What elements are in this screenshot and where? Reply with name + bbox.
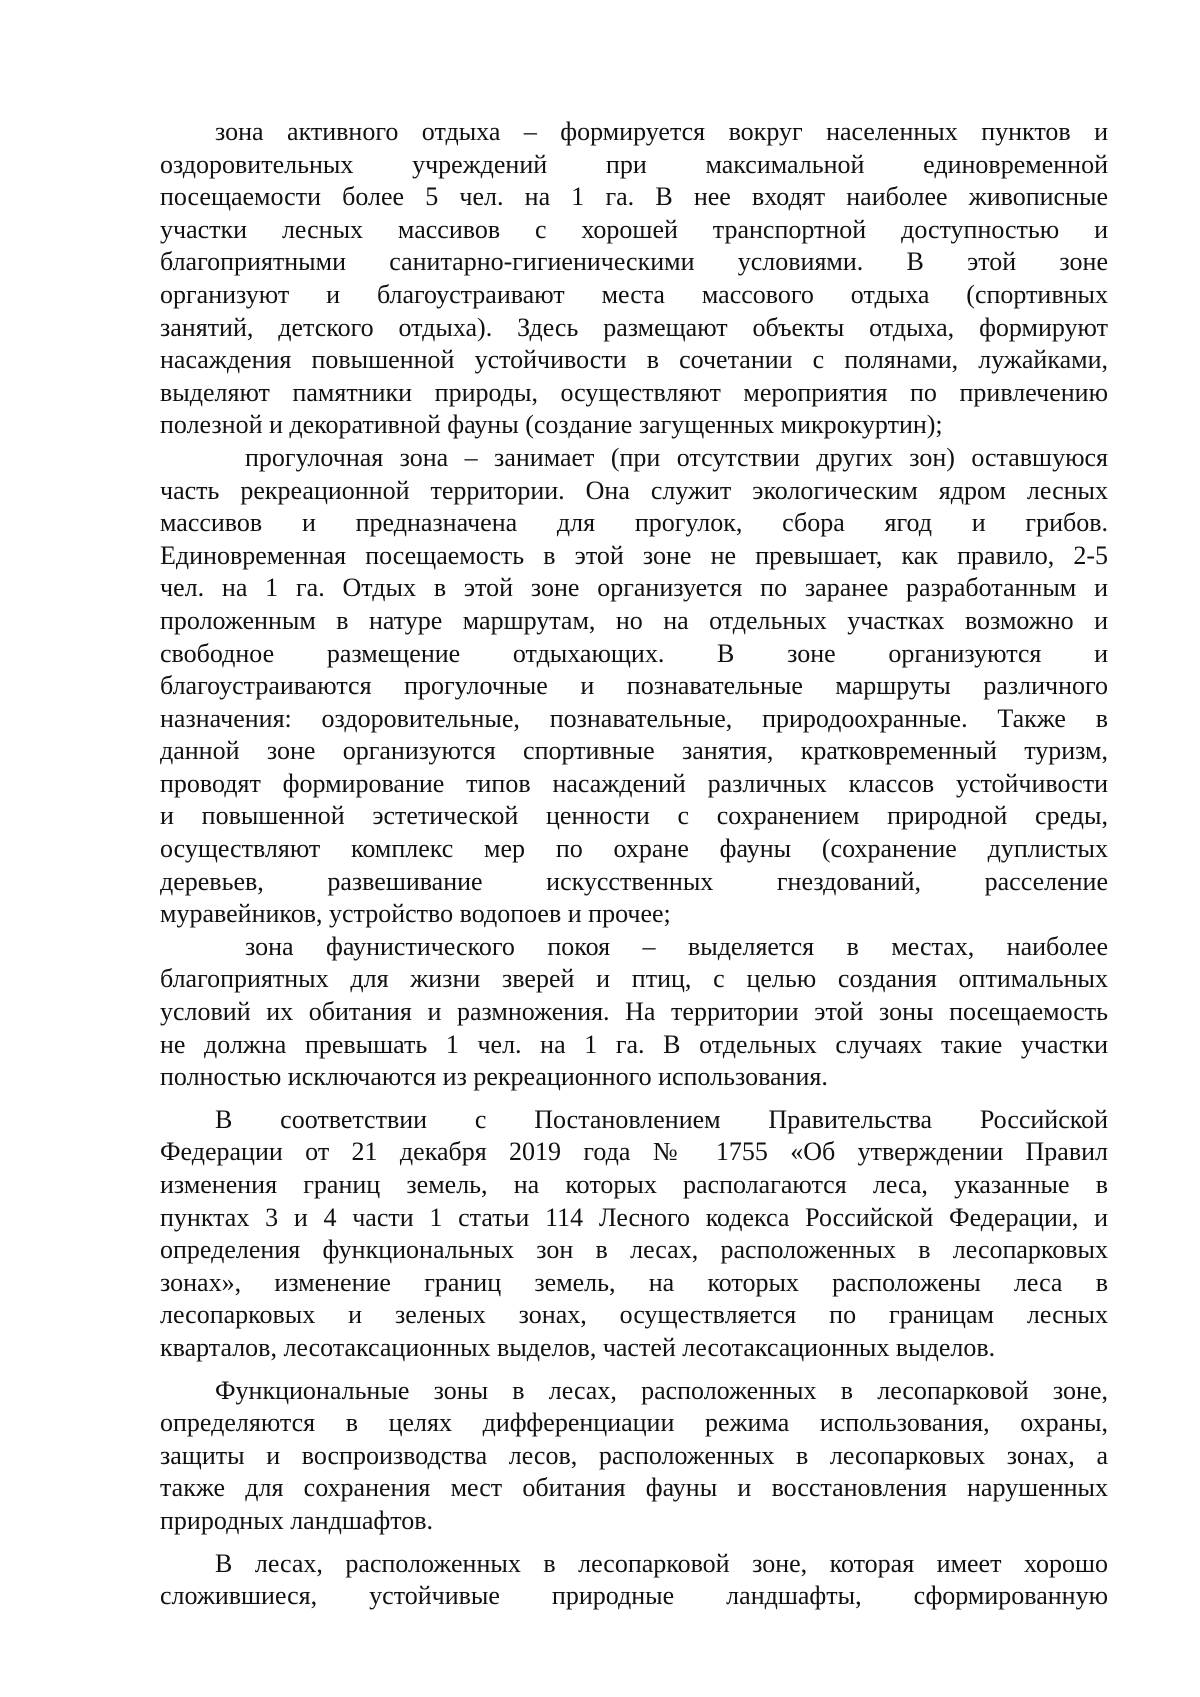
text-line: свободное размещение отдыхающих. В зоне организуются и bbox=[160, 638, 1108, 668]
text-line: Единовременная посещаемость в этой зоне не превышает, как правило, 2-5 bbox=[160, 540, 1108, 570]
paragraph bbox=[160, 116, 1108, 442]
text-line: также для сохранения мест обитания фауны и восстановления нарушенных bbox=[160, 1473, 1108, 1503]
text-line: насаждения повышенной устойчивости в сочетании с полянами, лужайками, bbox=[160, 345, 1108, 375]
text-line: благоприятными санитарно-гигиеническими условиями. В этой зоне bbox=[160, 247, 1108, 277]
text-line: В лесах, расположенных в лесопарковой зоне, которая имеет хорошо bbox=[215, 1548, 1108, 1578]
text-line: условий их обитания и размножения. На территории этой зоны посещаемость bbox=[160, 997, 1108, 1027]
text-line: природных ландшафтов. bbox=[160, 1505, 434, 1535]
text-line: защиты и воспроизводства лесов, расположенных в лесопарковых зонах, а bbox=[160, 1440, 1108, 1470]
text-line: кварталов, лесотаксационных выделов, частей лесотаксационных выделов. bbox=[160, 1332, 996, 1362]
text-line: зонах», изменение границ земель, на которых расположены леса в bbox=[160, 1267, 1108, 1297]
text-line: лесопарковых и зеленых зонах, осуществляется по границам лесных bbox=[160, 1300, 1108, 1330]
text-line: определяются в целях дифференциации режима использования, охраны, bbox=[160, 1408, 1108, 1438]
text-line: и повышенной эстетической ценности с сохранением природной среды, bbox=[160, 801, 1108, 831]
paragraph bbox=[160, 1104, 1108, 1365]
text-line: В соответствии с Постановлением Правительства Российской bbox=[215, 1104, 1108, 1134]
text-line: оздоровительных учреждений при максимальной единовременной bbox=[160, 149, 1108, 179]
text-line: определения функциональных зон в лесах, расположенных в лесопарковых bbox=[160, 1235, 1108, 1265]
text-line: зона фаунистического покоя – выделяется в местах, наиболее bbox=[245, 931, 1108, 961]
document-body bbox=[160, 116, 1108, 1613]
text-line: Функциональные зоны в лесах, расположенных в лесопарковой зоне, bbox=[215, 1375, 1108, 1405]
text-line: проложенным в натуре маршрутам, но на отдельных участках возможно и bbox=[160, 605, 1108, 635]
text-line: полезной и декоративной фауны (создание загущенных микрокуртин); bbox=[160, 410, 943, 440]
text-line: часть рекреационной территории. Она служит экологическим ядром лесных bbox=[160, 475, 1108, 505]
text-line: занятий, детского отдыха). Здесь размещают объекты отдыха, формируют bbox=[160, 312, 1108, 342]
text-line: проводят формирование типов насаждений различных классов устойчивости bbox=[160, 768, 1108, 798]
text-line: изменения границ земель, на которых располагаются леса, указанные в bbox=[160, 1170, 1108, 1199]
text-line: организуют и благоустраивают места массового отдыха (спортивных bbox=[160, 279, 1108, 309]
text-line: полностью исключаются из рекреационного использования. bbox=[160, 1062, 828, 1092]
paragraph bbox=[160, 1548, 1108, 1613]
text-line: благоустраиваются прогулочные и познавательные маршруты различного bbox=[160, 671, 1108, 701]
paragraph bbox=[160, 442, 1108, 931]
text-line: благоприятных для жизни зверей и птиц, с целью создания оптимальных bbox=[160, 964, 1108, 994]
text-line: деревьев, развешивание искусственных гнездований, расселение bbox=[160, 866, 1108, 896]
text-line: муравейников, устройство водопоев и прочее; bbox=[160, 899, 671, 929]
text-line: участки лесных массивов с хорошей транспортной доступностью и bbox=[160, 214, 1108, 244]
text-line: не должна превышать 1 чел. на 1 га. В отдельных случаях такие участки bbox=[160, 1029, 1108, 1059]
text-line: назначения: оздоровительные, познавательные, природоохранные. Также в bbox=[160, 703, 1108, 733]
text-line: прогулочная зона – занимает (при отсутствии других зон) оставшуюся bbox=[245, 442, 1108, 472]
text-line: сложившиеся, устойчивые природные ландшафты, сформированную bbox=[160, 1581, 1108, 1611]
text-line: Федерации от 21 декабря 2019 года № 1755 «Об утверждении Правил bbox=[160, 1137, 1108, 1167]
paragraph bbox=[160, 931, 1108, 1094]
text-line: данной зоне организуются спортивные занятия, кратковременный туризм, bbox=[160, 736, 1108, 766]
text-line: зона активного отдыха – формируется вокруг населенных пунктов и bbox=[215, 117, 1108, 146]
text-line: посещаемости более 5 чел. на 1 га. В нее входят наиболее живописные bbox=[160, 182, 1108, 212]
text-line: пунктах 3 и 4 части 1 статьи 114 Лесного кодекса Российской Федерации, и bbox=[160, 1202, 1108, 1232]
text-line: чел. на 1 га. Отдых в этой зоне организуется по заранее разработанным и bbox=[160, 573, 1108, 603]
document-page bbox=[160, 116, 1108, 1613]
text-line: осуществляют комплекс мер по охране фауны (сохранение дуплистых bbox=[160, 834, 1108, 864]
text-line: массивов и предназначена для прогулок, сбора ягод и грибов. bbox=[160, 508, 1108, 538]
paragraph bbox=[160, 1375, 1108, 1538]
text-line: выделяют памятники природы, осуществляют мероприятия по привлечению bbox=[160, 377, 1108, 407]
